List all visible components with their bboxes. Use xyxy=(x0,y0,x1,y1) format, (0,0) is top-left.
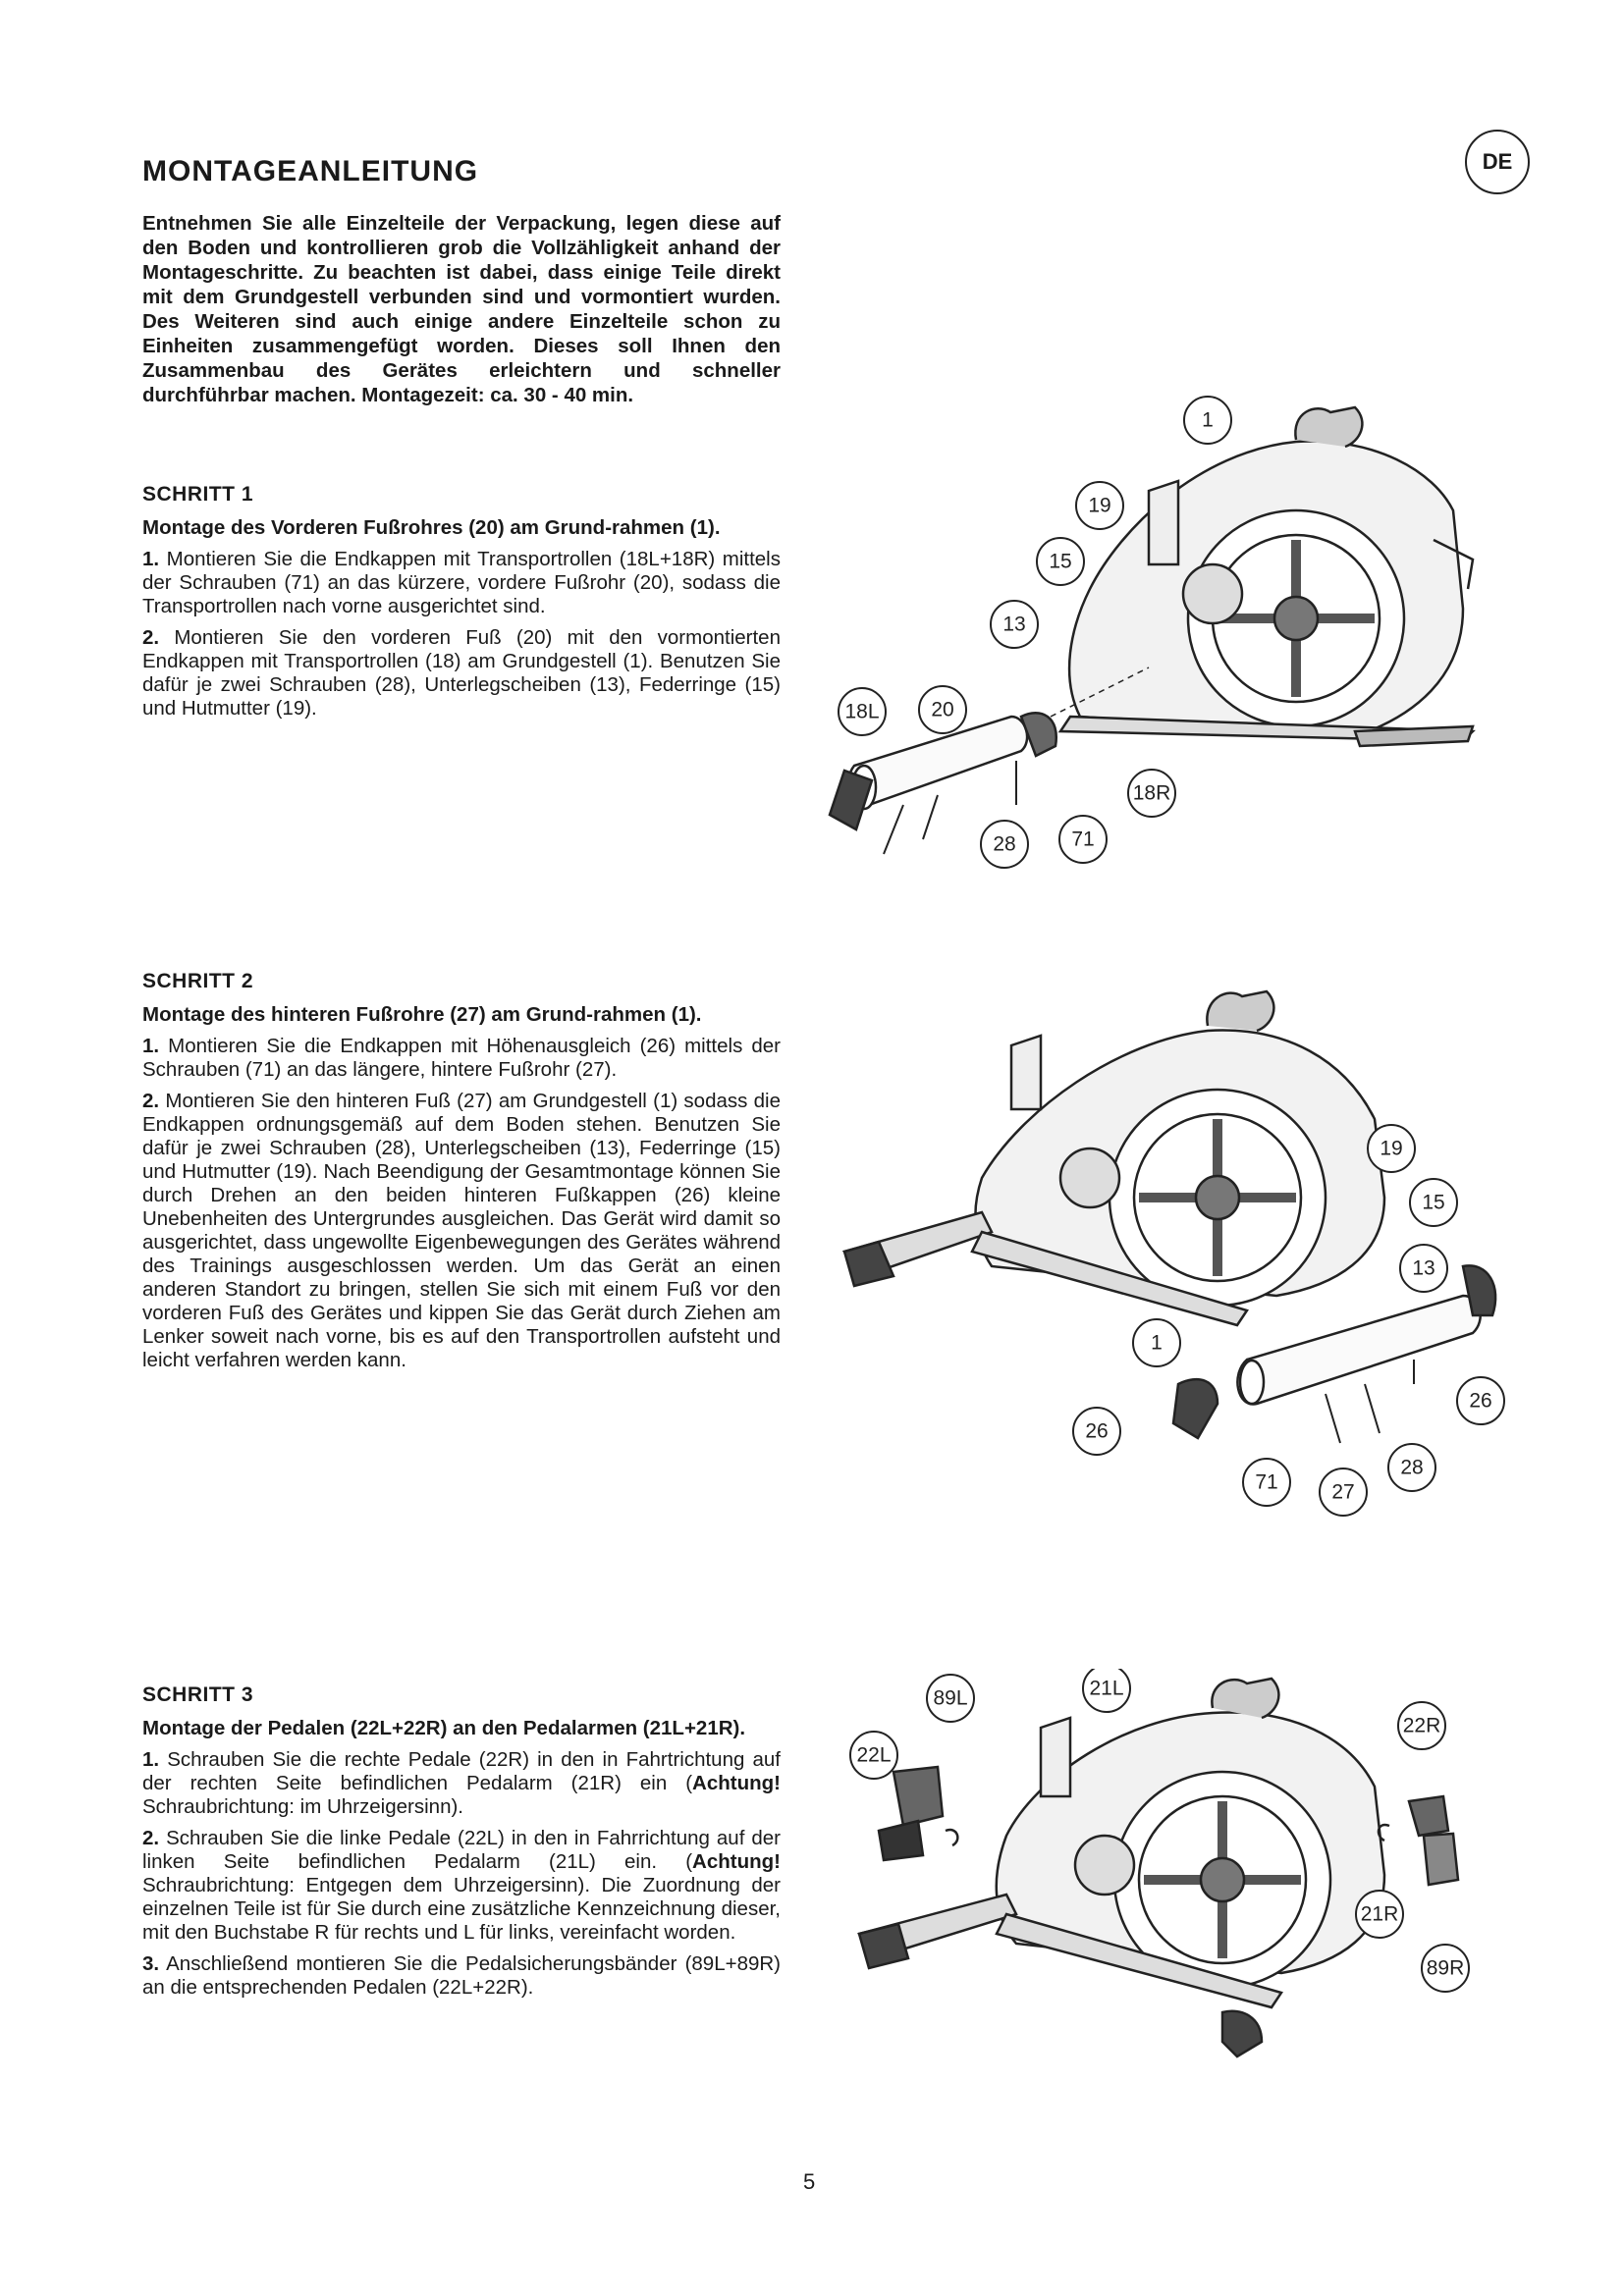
step-3-subtitle: Montage der Pedalen (22L+22R) an den Pedalarmen (21L+21R). xyxy=(142,1717,746,1739)
callout-label: 20 xyxy=(931,698,954,721)
callout-label: 15 xyxy=(1049,550,1072,573)
step-2-heading: SCHRITT 2 xyxy=(142,970,254,992)
step-2-paragraph-2 xyxy=(142,1090,781,1372)
paragraph-text: Montieren Sie den hinteren Fuß (27) am Grundgestell (1) sodass die Endkappen ordnungsgemäß auf dem Boden stehen. Benutzen Sie dafür je zwei Schrauben (28), Unterlegscheiben (13), Federringe (15) und Hutmutter (19). Nach Beendigung der Gesamtmontage können Sie durch Drehen an den beiden hinteren Fußkappen (26) kleine Unebenheiten des Untergrundes ausgleichen. Das Gerät wird damit so ausgerichtet, dass ungewollte Eigenbewegungen des Gerätes während des Trainings ausgeschlossen werden. Um das Gerät an einen anderen Standort zu bringen, stellen Sie sich mit einem Fuß vor den vorderen Fuß des Gerätes und kippen Sie das Gerät durch Ziehen am Lenker soweit nach vorne, bis es auf den Transportrollen aufsteht und leicht verfahren werden kann. xyxy=(142,1090,781,1371)
paragraph-text: Schrauben Sie die rechte Pedale (22R) in den in Fahrtrichtung auf der rechten Seite befindlichen Pedalarm (21R) ein ( xyxy=(142,1748,781,1794)
callout-label: 19 xyxy=(1088,494,1111,517)
callout-label: 28 xyxy=(1400,1456,1424,1479)
step-3-heading: SCHRITT 3 xyxy=(142,1683,254,1706)
step-3-paragraph-1 xyxy=(142,1748,781,1819)
paragraph-number: 1. xyxy=(142,1748,160,1771)
callout-label: 1 xyxy=(1202,408,1214,432)
step-3-text xyxy=(142,1683,781,2000)
paragraph-text: Montieren Sie den vorderen Fuß (20) mit den vormontierten Endkappen mit Transportrollen (18) am Grundgestell (1). Benutzen Sie dafür je zwei Schrauben (28), Unterlegscheiben (13), Federringe (15) und Hutmutter (19). xyxy=(142,626,781,720)
step-1-heading: SCHRITT 1 xyxy=(142,483,254,506)
callout-label: 27 xyxy=(1331,1480,1355,1504)
paragraph-number: 2. xyxy=(142,1090,160,1112)
callout-label: 89L xyxy=(933,1686,968,1710)
callout-label: 21L xyxy=(1089,1677,1124,1700)
paragraph-text-tail: Schraubrichtung: Entgegen dem Uhrzeigersinn). Die Zuordnung der einzelnen Teile ist für Sie durch eine zusätzliche Kennzeichnung dieser, mit den Buchstabe R für rechts und L für links, vereinfacht worden. xyxy=(142,1874,781,1944)
paragraph-number: 2. xyxy=(142,626,160,649)
paragraph-text: Anschließend montieren Sie die Pedalsicherungsbänder (89L+89R) an die entsprechenden Pedalen (22L+22R). xyxy=(142,1952,781,1999)
paragraph-text-tail: Schraubrichtung: im Uhrzeigersinn). xyxy=(142,1795,463,1818)
callout-label: 15 xyxy=(1422,1191,1445,1214)
bike-frame-illustration xyxy=(859,1679,1384,2056)
step-2-paragraph-1 xyxy=(142,1035,781,1082)
bike-frame-illustration xyxy=(844,991,1384,1325)
callout-label: 19 xyxy=(1380,1137,1403,1160)
step-1-paragraph-1 xyxy=(142,548,781,618)
callout-label: 13 xyxy=(1412,1256,1435,1280)
callout-label: 71 xyxy=(1255,1470,1278,1494)
callout-label: 22R xyxy=(1402,1714,1441,1737)
callout-label: 28 xyxy=(993,832,1016,856)
step-3-paragraph-2 xyxy=(142,1827,781,1945)
callout-label: 26 xyxy=(1469,1389,1492,1413)
step-1-paragraph-2 xyxy=(142,626,781,721)
callout-label: 18R xyxy=(1132,781,1171,805)
paragraph-number: 1. xyxy=(142,1035,160,1057)
language-badge: DE xyxy=(1465,130,1530,194)
step-1-subtitle: Montage des Vorderen Fußrohres (20) am Grund-rahmen (1). xyxy=(142,516,721,539)
step-3-paragraph-3 xyxy=(142,1952,781,2000)
step-1-text xyxy=(142,483,781,721)
callout-label: 22L xyxy=(856,1743,892,1767)
step-2-text xyxy=(142,970,781,1372)
callout-label: 21R xyxy=(1360,1902,1399,1926)
callout-label: 26 xyxy=(1085,1419,1109,1443)
callout-label: 18L xyxy=(844,700,880,723)
step-3-diagram xyxy=(830,1669,1517,2120)
paragraph-text: Montieren Sie die Endkappen mit Transportrollen (18L+18R) mittels der Schrauben (71) an das kürzere, vordere Fußrohr (20), sodass die Transportrollen nach vorne ausgerichtet sind. xyxy=(142,548,781,617)
paragraph-number: 3. xyxy=(142,1952,160,1975)
intro-paragraph: Entnehmen Sie alle Einzelteile der Verpackung, legen diese auf den Boden und kontrollieren grob die Vollzähligkeit anhand der Montageschritte. Zu beachten ist dabei, dass einige Teile direkt mit dem Grundgestell verbunden sind und vormontiert wurden. Des Weiteren sind auch einige andere Einzelteile schon zu Einheiten zusammengefügt worden. Dieses soll Ihnen den Zusammenbau des Gerätes erleichtern und schneller durchführbar machen. Montagezeit: ca. 30 - 40 min. xyxy=(142,212,781,406)
paragraph-text: Montieren Sie die Endkappen mit Höhenausgleich (26) mittels der Schrauben (71) an das längere, hintere Fußrohr (27). xyxy=(142,1035,781,1081)
callout-label: 89R xyxy=(1426,1956,1465,1980)
warning-text: Achtung! xyxy=(692,1772,781,1794)
step-2-diagram xyxy=(825,972,1532,1522)
page-number: 5 xyxy=(803,2169,816,2194)
callout-label: 71 xyxy=(1071,828,1095,851)
paragraph-text: Schrauben Sie die linke Pedale (22L) in den in Fahrrichtung auf der linken Seite befindlichen Pedalarm (21L) ein. ( xyxy=(142,1827,781,1873)
step-2-subtitle: Montage des hinteren Fußrohre (27) am Grund-rahmen (1). xyxy=(142,1003,702,1026)
bike-frame-illustration xyxy=(1060,407,1473,746)
paragraph-number: 1. xyxy=(142,548,160,570)
page-title: MONTAGEANLEITUNG xyxy=(142,155,479,187)
callout-label: 13 xyxy=(1002,613,1026,636)
step-1-diagram xyxy=(825,393,1512,903)
warning-text: Achtung! xyxy=(692,1850,781,1873)
callout-label: 1 xyxy=(1151,1331,1163,1355)
paragraph-number: 2. xyxy=(142,1827,160,1849)
